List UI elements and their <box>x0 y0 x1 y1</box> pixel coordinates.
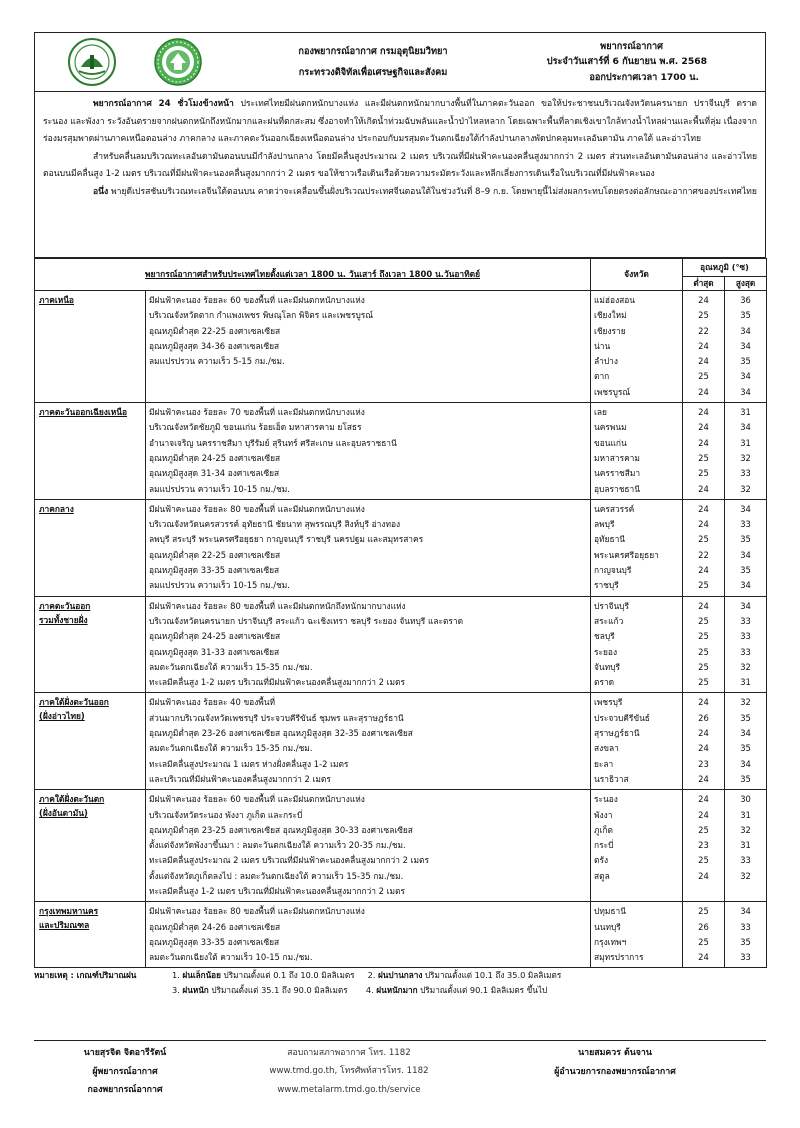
forecast-line: มีฝนฟ้าคะนอง ร้อยละ 60 ของพื้นที่ และมีฝนตกหนักบางแห่ง <box>149 295 365 305</box>
summary-note-lead: อนึ่ง <box>93 186 109 197</box>
forecast-line-cell <box>146 403 591 500</box>
province-name: ระยอง <box>594 646 618 657</box>
forecast-line: อุณหภูมิต่ำสุด 23-26 องศาเซลเซียส อุณหภูมิสูงสุด 32-35 องศาเซลเซียส <box>149 728 413 739</box>
min-temp-header: ต่ำสุด <box>683 277 725 291</box>
max-temp: 33 <box>740 631 751 642</box>
province-name: ประจวบคีรีขันธ์ <box>594 712 650 723</box>
min-temp: 25 <box>698 631 709 642</box>
min-temp: 25 <box>698 468 709 479</box>
min-temp: 24 <box>698 340 709 351</box>
min-temp: 23 <box>698 758 709 769</box>
max-temp: 31 <box>740 437 751 448</box>
forecaster-dept: กองพยากรณ์อากาศ <box>87 1085 163 1096</box>
org-line-2: กระทรวงดิจิทัลเพื่อเศรษฐกิจและสังคม <box>298 67 448 78</box>
min-temp: 24 <box>698 728 709 739</box>
region-name-line: (ฝั่งอันดามัน) <box>39 808 88 819</box>
forecaster-name: นายสุรจิต จิตอารีรัตน์ <box>83 1048 167 1058</box>
ministry-seal-icon <box>153 37 203 87</box>
max-temp: 32 <box>740 661 751 672</box>
forecast-line: มีฝนฟ้าคะนอง ร้อยละ 80 ของพื้นที่ และมีฝนตกหนักบางแห่ง <box>149 906 365 917</box>
summary-paragraph-2 <box>43 149 757 184</box>
min-temp: 26 <box>698 921 709 932</box>
note-label: หมายเหตุ : เกณฑ์ปริมาณฝน <box>34 970 137 980</box>
min-temp: 25 <box>698 615 709 626</box>
forecast-line-cell <box>146 596 591 693</box>
province-name: กรุงเทพฯ <box>594 936 627 947</box>
min-temp: 26 <box>698 712 709 723</box>
max-temp: 31 <box>740 809 751 820</box>
forecast-line: อุณหภูมิสูงสุด 31-33 องศาเซลเซียส <box>149 646 280 657</box>
tmd-logo-icon <box>67 37 117 87</box>
region-name-line: กรุงเทพมหานคร <box>39 906 99 917</box>
forecast-line: อุณหภูมิต่ำสุด 22-25 องศาเซลเซียส <box>149 325 281 336</box>
min-temp-cell <box>683 790 725 902</box>
document-header <box>34 32 766 92</box>
region-name <box>35 693 146 790</box>
min-temp: 24 <box>698 295 709 305</box>
province-name-cell <box>591 403 683 500</box>
min-temp: 24 <box>698 773 709 784</box>
forecast-line: ทะเลมีคลื่นสูงประมาณ 2 เมตร บริเวณที่มีฝนฟ้าคะนองคลื่นสูงมากกว่า 2 เมตร <box>149 855 429 866</box>
max-temp: 35 <box>740 310 751 321</box>
forecast-summary <box>34 92 766 258</box>
min-temp-cell <box>683 693 725 790</box>
province-name: ตราด <box>594 677 615 688</box>
forecast-line: มีฝนฟ้าคะนอง ร้อยละ 60 ของพื้นที่ และมีฝนตกหนักบางแห่ง <box>149 794 365 805</box>
note-item: 1. ฝนเล็กน้อย ปริมาณตั้งแต่ 0.1 ถึง 10.0 มิลลิเมตร <box>172 970 355 980</box>
rainfall-criteria-note <box>34 968 766 998</box>
province-name: ปราจีนบุรี <box>594 600 629 611</box>
forecaster-signature <box>34 1034 194 1118</box>
max-temp: 32 <box>740 824 751 835</box>
forecast-line: มีฝนฟ้าคะนอง ร้อยละ 40 ของพื้นที่ <box>149 697 276 708</box>
province-name: จันทบุรี <box>594 661 620 672</box>
max-temp: 33 <box>740 519 751 530</box>
max-temp: 34 <box>740 549 751 560</box>
max-temp: 34 <box>740 386 751 397</box>
province-name: ยะลา <box>594 758 614 769</box>
forecast-line: อุณหภูมิสูงสุด 31-34 องศาเซลเซียส <box>149 468 280 479</box>
region-name-line: (ฝั่งอ่าวไทย) <box>39 711 85 722</box>
max-temp-cell <box>725 790 767 902</box>
region-name <box>35 790 146 902</box>
forecast-line: ส่วนมากบริเวณจังหวัดเพชรบุรี ประจวบคีรีขันธ์ ชุมพร และสุราษฎร์ธานี <box>149 712 404 723</box>
province-name: ตาก <box>594 371 610 382</box>
max-temp: 33 <box>740 855 751 866</box>
province-name: เลย <box>594 407 607 418</box>
contact-info <box>194 1034 464 1118</box>
forecast-line: อุณหภูมิต่ำสุด 24-25 องศาเซลเซียส <box>149 631 281 642</box>
region-name-line: ภาคใต้ฝั่งตะวันออก <box>39 697 109 708</box>
max-temp: 35 <box>740 743 751 754</box>
forecast-line: อุณหภูมิสูงสุด 34-36 องศาเซลเซียส <box>149 340 280 351</box>
max-temp: 31 <box>740 677 751 688</box>
province-name: นครราชสีมา <box>594 468 641 479</box>
region-name <box>35 403 146 500</box>
region-row <box>35 693 767 790</box>
forecast-line: บริเวณจังหวัดชัยภูมิ ขอนแก่น ร้อยเอ็ด มหาสารคาม ยโสธร <box>149 422 362 433</box>
max-temp: 34 <box>740 728 751 739</box>
region-name-line: รวมทั้งชายฝั่ง <box>39 614 88 625</box>
forecast-line-cell <box>146 499 591 596</box>
min-temp-cell <box>683 403 725 500</box>
region-name <box>35 291 146 403</box>
max-temp: 30 <box>740 794 751 805</box>
region-name-line: และปริมณฑล <box>39 920 90 931</box>
province-name-cell <box>591 499 683 596</box>
max-temp: 32 <box>740 697 751 708</box>
province-name: พระนครศรีอยุธยา <box>594 549 659 560</box>
forecast-line: อุณหภูมิต่ำสุด 24-25 องศาเซลเซียส <box>149 452 281 463</box>
region-name-line: ภาคเหนือ <box>39 295 74 305</box>
province-name-cell <box>591 902 683 968</box>
forecast-line: ลมแปรปรวน ความเร็ว 5-15 กม./ชม. <box>149 356 285 367</box>
max-temp: 36 <box>740 295 751 305</box>
min-temp: 24 <box>698 952 709 963</box>
forecast-line: บริเวณจังหวัดตาก กำแพงเพชร พิษณุโลก พิจิตร และเพชรบูรณ์ <box>149 310 374 321</box>
min-temp-cell <box>683 902 725 968</box>
province-name: สตูล <box>594 870 610 881</box>
region-name-line: ภาคตะวันออก <box>39 600 91 611</box>
min-temp: 24 <box>698 483 709 494</box>
max-temp: 32 <box>740 870 751 881</box>
max-temp-cell <box>725 291 767 403</box>
max-temp: 34 <box>740 325 751 336</box>
issue-title: พยากรณ์อากาศ <box>600 41 663 53</box>
summary-text-3: พายุดีเปรสชันบริเวณทะเลจีนใต้ตอนบน คาดว่าจะเคลื่อนขึ้นฝั่งบริเวณประเทศจีนตอนใต้ในช่วงวันที่ 8–9 ก.ย. โดยพายุนี้ไม่ส่งผลกระทบโดยตรงต่อลักษณะอากาศของประเทศไทย <box>108 186 757 197</box>
min-temp: 25 <box>698 906 709 917</box>
forecast-line: มีฝนฟ้าคะนอง ร้อยละ 80 ของพื้นที่ และมีฝนตกหนักบางแห่ง <box>149 503 365 514</box>
max-temp: 35 <box>740 773 751 784</box>
min-temp: 24 <box>698 697 709 708</box>
header-logos <box>35 33 235 91</box>
forecast-line: อุณหภูมิสูงสุด 33-35 องศาเซลเซียส <box>149 936 280 947</box>
province-name: สมุทรปราการ <box>594 952 644 963</box>
director-name: นายสมควร ต้นจาน <box>578 1048 652 1058</box>
province-name: กระบี่ <box>594 840 614 851</box>
province-name-cell <box>591 291 683 403</box>
forecast-line: ลมตะวันตกเฉียงใต้ ความเร็ว 15-35 กม./ชม. <box>149 743 313 754</box>
min-temp: 24 <box>698 565 709 576</box>
min-temp: 25 <box>698 646 709 657</box>
table-title: พยากรณ์อากาศสำหรับประเทศไทยตั้งแต่เวลา 1800 น. วันเสาร์ ถึงเวลา 1800 น.วันอาทิตย์ <box>35 259 591 291</box>
max-temp: 33 <box>740 921 751 932</box>
region-name <box>35 902 146 968</box>
min-temp: 25 <box>698 855 709 866</box>
forecast-line: มีฝนฟ้าคะนอง ร้อยละ 80 ของพื้นที่ และมีฝนตกหนักถึงหนักมากบางแห่ง <box>149 600 406 611</box>
region-row <box>35 902 767 968</box>
forecast-line: บริเวณจังหวัดนครนายก ปราจีนบุรี สระแก้ว ฉะเชิงเทรา ชลบุรี ระยอง จันทบุรี และตราด <box>149 615 464 626</box>
province-name: อุบลราชธานี <box>594 483 640 494</box>
province-name: ตรัง <box>594 855 609 866</box>
forecast-line: อุณหภูมิต่ำสุด 23-25 องศาเซลเซียส อุณหภูมิสูงสุด 30-33 องศาเซลเซียส <box>149 824 413 835</box>
province-name: ระนอง <box>594 794 618 805</box>
forecast-line: ลพบุรี สระบุรี พระนครศรีอยุธยา กาญจนบุรี ราชบุรี นครปฐม และสมุทรสาคร <box>149 534 424 545</box>
min-temp: 24 <box>698 794 709 805</box>
max-temp-cell <box>725 693 767 790</box>
summary-lead: พยากรณ์อากาศ 24 ชั่วโมงข้างหน้า <box>93 99 234 109</box>
province-name: เพชรบูรณ์ <box>594 386 631 397</box>
footer-divider <box>34 1040 766 1041</box>
province-name: สระแก้ว <box>594 615 624 626</box>
summary-text-1: ประเทศไทยมีฝนตกหนักบางแห่ง และมีฝนตกหนักมากบางพื้นที่ในภาคตะวันออก ขอให้ประชาชนบริเวณจังหวัดนครนายก ปราจีนบุรี ตราด ระนอง และพังงา ระวังอันตรายจากฝนตกหนักถึงหนักมากและฝนที่ตกสะสม ซึ่งอาจทำให้เกิดน้ำท่วมฉับพลันและน้ำป่าไหลหลาก โดยเฉพาะพื้นที่ลาดเชิงเขาใกล้ทางน้ำไหลผ่านและพื้นที่ลุ่ม เนื่องจากร่องมรสุมพาดผ่านภาคเหนือตอนล่าง ภาคกลาง และภาคตะวันออกเฉียงเหนือตอนล่าง ประกอบกับมรสุมตะวันตกเฉียงใต้กำลังปานกลางพัดปกคลุมทะเลอันดามัน ภาคใต้ และอ่าวไทย <box>43 99 757 144</box>
province-name: ลำปาง <box>594 356 618 367</box>
region-name-line: ภาคกลาง <box>39 503 74 514</box>
forecast-line-cell <box>146 790 591 902</box>
forecast-line: อำนาจเจริญ นครราชสีมา บุรีรัมย์ สุรินทร์ ศรีสะเกษ และอุบลราชธานี <box>149 437 397 448</box>
province-name: มหาสารคาม <box>594 452 640 463</box>
province-name: อุทัยธานี <box>594 534 626 545</box>
max-temp: 34 <box>740 758 751 769</box>
forecast-line: อุณหภูมิสูงสุด 33-35 องศาเซลเซียส <box>149 565 280 576</box>
region-row <box>35 403 767 500</box>
province-name: นครพนม <box>594 422 627 433</box>
max-temp: 32 <box>740 452 751 463</box>
province-name: เชียงใหม่ <box>594 310 627 321</box>
max-temp: 31 <box>740 407 751 418</box>
table-body <box>35 291 767 968</box>
max-temp: 33 <box>740 646 751 657</box>
note-spacer <box>34 983 172 998</box>
min-temp: 24 <box>698 503 709 514</box>
min-temp: 25 <box>698 452 709 463</box>
max-temp: 35 <box>740 565 751 576</box>
regional-forecast-table <box>34 258 767 968</box>
province-name: เพชรบุรี <box>594 697 623 708</box>
max-temp: 34 <box>740 580 751 591</box>
header-org <box>235 33 511 91</box>
forecast-line: ลมตะวันตกเฉียงใต้ ความเร็ว 15-35 กม./ชม. <box>149 661 313 672</box>
max-temp: 32 <box>740 483 751 494</box>
forecast-line: ลมตะวันตกเฉียงใต้ ความเร็ว 10-15 กม./ชม. <box>149 952 313 963</box>
min-temp: 25 <box>698 824 709 835</box>
province-name: น่าน <box>594 340 611 351</box>
forecast-line: ทะเลมีคลื่นสูงประมาณ 1 เมตร ห่างฝั่งคลื่นสูง 1-2 เมตร <box>149 758 349 769</box>
max-temp: 34 <box>740 600 751 611</box>
max-temp: 33 <box>740 615 751 626</box>
province-name: สุราษฎร์ธานี <box>594 728 640 739</box>
province-name: นราธิวาส <box>594 773 629 784</box>
min-temp: 24 <box>698 519 709 530</box>
max-temp-cell <box>725 403 767 500</box>
max-temp-cell <box>725 499 767 596</box>
forecast-line-cell <box>146 902 591 968</box>
forecast-line: ลมแปรปรวน ความเร็ว 10-15 กม./ชม. <box>149 580 290 591</box>
min-temp: 24 <box>698 809 709 820</box>
max-temp: 34 <box>740 906 751 917</box>
min-temp: 25 <box>698 310 709 321</box>
province-name: แม่ฮ่องสอน <box>594 295 636 305</box>
forecast-line-cell <box>146 693 591 790</box>
min-temp: 22 <box>698 549 709 560</box>
province-name: เชียงราย <box>594 325 626 336</box>
max-temp: 35 <box>740 534 751 545</box>
max-temp: 35 <box>740 356 751 367</box>
min-temp: 24 <box>698 870 709 881</box>
max-temp: 33 <box>740 468 751 479</box>
province-name: พังงา <box>594 809 613 820</box>
note-item: 3. ฝนหนัก ปริมาณตั้งแต่ 35.1 ถึง 90.0 มิลลิเมตร <box>172 985 348 995</box>
header-issue-info <box>511 33 765 91</box>
region-row <box>35 790 767 902</box>
max-temp-cell <box>725 902 767 968</box>
issue-date: ประจำวันเสาร์ที่ 6 กันยายน พ.ศ. 2568 <box>546 56 707 68</box>
min-temp: 24 <box>698 356 709 367</box>
min-temp: 24 <box>698 407 709 418</box>
min-temp-cell <box>683 596 725 693</box>
max-temp: 31 <box>740 840 751 851</box>
region-name-line: ภาคตะวันออกเฉียงเหนือ <box>39 407 128 418</box>
min-temp: 25 <box>698 580 709 591</box>
province-name-cell <box>591 790 683 902</box>
province-name: นนทบุรี <box>594 921 621 932</box>
min-temp: 23 <box>698 840 709 851</box>
min-temp: 25 <box>698 371 709 382</box>
summary-paragraph-3 <box>43 184 757 202</box>
document-footer <box>34 1034 766 1118</box>
province-name: ปทุมธานี <box>594 906 626 917</box>
max-temp: 35 <box>740 712 751 723</box>
contact-service-url[interactable]: www.metalarm.tmd.go.th/service <box>277 1084 421 1095</box>
forecast-line: ทะเลมีคลื่นสูง 1-2 เมตร บริเวณที่มีฝนฟ้าคะนองคลื่นสูงมากกว่า 2 เมตร <box>149 885 405 896</box>
note-row-2 <box>34 983 766 998</box>
note-items-1 <box>172 968 766 983</box>
region-name <box>35 596 146 693</box>
min-temp: 24 <box>698 600 709 611</box>
min-temp: 25 <box>698 534 709 545</box>
forecast-line: ตั้งแต่จังหวัดพังงาขึ้นมา : ลมตะวันตกเฉียงใต้ ความเร็ว 20-35 กม./ชม. <box>149 840 406 851</box>
note-item: 4. ฝนหนักมาก ปริมาณตั้งแต่ 90.1 มิลลิเมตร ขึ้นไป <box>365 985 548 995</box>
region-row <box>35 291 767 403</box>
note-row-1 <box>34 968 766 983</box>
min-temp: 25 <box>698 661 709 672</box>
min-temp-cell <box>683 499 725 596</box>
forecast-line: และบริเวณที่มีฝนฟ้าคะนองคลื่นสูงมากกว่า 2 เมตร <box>149 773 331 784</box>
province-name: สงขลา <box>594 743 619 754</box>
province-name: ภูเก็ต <box>594 824 613 835</box>
max-temp: 34 <box>740 503 751 514</box>
region-row <box>35 596 767 693</box>
province-name: กาญจนบุรี <box>594 565 632 576</box>
director-role: ผู้อำนวยการกองพยากรณ์อากาศ <box>554 1066 676 1077</box>
summary-paragraph-1 <box>43 96 757 149</box>
issue-time: ออกประกาศเวลา 1700 น. <box>589 71 699 83</box>
forecast-line: อุณหภูมิต่ำสุด 24-26 องศาเซลเซียส <box>149 921 281 932</box>
contact-phone: สอบถามสภาพอากาศ โทร. 1182 <box>287 1048 411 1058</box>
min-temp-cell <box>683 291 725 403</box>
province-name: ลพบุรี <box>594 519 615 530</box>
province-name: นครสวรรค์ <box>594 503 635 514</box>
max-temp: 33 <box>740 952 751 963</box>
forecast-line: ทะเลมีคลื่นสูง 1-2 เมตร บริเวณที่มีฝนฟ้าคะนองคลื่นสูงมากกว่า 2 เมตร <box>149 677 405 688</box>
region-row <box>35 499 767 596</box>
max-temp: 34 <box>740 422 751 433</box>
max-temp: 35 <box>740 936 751 947</box>
contact-website[interactable]: www.tmd.go.th, โทรศัพท์สารโทร. 1182 <box>269 1066 429 1077</box>
note-items-2 <box>172 983 766 998</box>
min-temp: 24 <box>698 422 709 433</box>
min-temp: 22 <box>698 325 709 336</box>
max-temp: 34 <box>740 371 751 382</box>
temperature-header: อุณหภูมิ (°ซ) <box>683 259 767 277</box>
min-temp: 24 <box>698 743 709 754</box>
forecaster-role: ผู้พยากรณ์อากาศ <box>92 1066 158 1077</box>
min-temp: 24 <box>698 386 709 397</box>
forecast-line: ลมแปรปรวน ความเร็ว 10-15 กม./ชม. <box>149 483 290 494</box>
province-header: จังหวัด <box>591 259 683 291</box>
forecast-line: บริเวณจังหวัดระนอง พังงา ภูเก็ต และกระบี่ <box>149 809 303 820</box>
forecast-line: มีฝนฟ้าคะนอง ร้อยละ 70 ของพื้นที่ และมีฝนตกหนักบางแห่ง <box>149 407 365 418</box>
summary-text-2: สำหรับคลื่นลมบริเวณทะเลอันดามันตอนบนมีกำลังปานกลาง โดยมีคลื่นสูงประมาณ 2 เมตร บริเวณที่มีฝนฟ้าคะนองคลื่นสูงมากกว่า 2 เมตร ส่วนทะเลอันดามันตอนล่าง และอ่าวไทยตอนบนมีคลื่นสูง 1-2 เมตร บริเวณที่มีฝนฟ้าคะนองคลื่นสูงมากกว่า 2 เมตร ขอให้ชาวเรือเดินเรือด้วยความระมัดระวังและหลีกเลี่ยงการเดินเรือในบริเวณที่มีฝนฟ้าคะนอง <box>43 151 757 179</box>
max-temp-cell <box>725 596 767 693</box>
forecast-line: ตั้งแต่จังหวัดภูเก็ตลงไป : ลมตะวันตกเฉียงใต้ ความเร็ว 15-35 กม./ชม. <box>149 870 404 881</box>
min-temp: 24 <box>698 437 709 448</box>
min-temp: 25 <box>698 677 709 688</box>
max-temp: 34 <box>740 340 751 351</box>
org-line-1: กองพยากรณ์อากาศ กรมอุตุนิยมวิทยา <box>298 45 448 57</box>
province-name: ราชบุรี <box>594 580 619 591</box>
region-name-line: ภาคใต้ฝั่งตะวันตก <box>39 794 105 805</box>
province-name: ชลบุรี <box>594 631 615 642</box>
forecast-line: อุณหภูมิต่ำสุด 22-25 องศาเซลเซียส <box>149 549 281 560</box>
director-signature <box>464 1034 766 1118</box>
forecast-line: บริเวณจังหวัดนครสวรรค์ อุทัยธานี ชัยนาท สุพรรณบุรี สิงห์บุรี อ่างทอง <box>149 519 401 530</box>
forecast-line-cell <box>146 291 591 403</box>
region-name <box>35 499 146 596</box>
province-name-cell <box>591 693 683 790</box>
province-name: ขอนแก่น <box>594 437 627 448</box>
max-temp-header: สูงสุด <box>725 277 767 291</box>
min-temp: 25 <box>698 936 709 947</box>
note-item: 2. ฝนปานกลาง ปริมาณตั้งแต่ 10.1 ถึง 35.0 มิลลิเมตร <box>367 970 562 980</box>
province-name-cell <box>591 596 683 693</box>
